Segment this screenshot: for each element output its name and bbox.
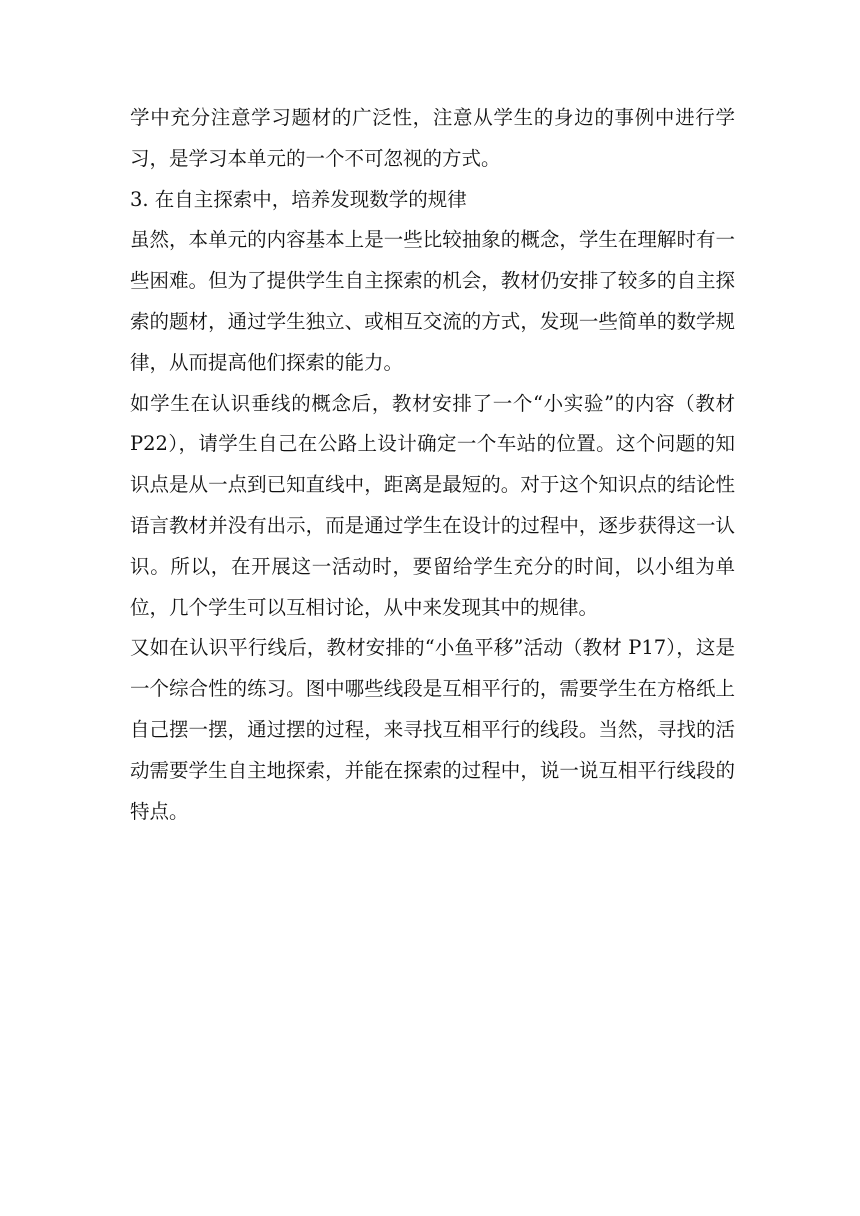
paragraph-example-perpendicular: 如学生在认识垂线的概念后，教材安排了一个“小实验”的内容（教材 P22），请学生自己在公路上设计确定一个车站的位置。这个问题的知识点是从一点到已知直线中，距离是最短的。对于这个知识点的结论性语言教材并没有出示，而是通过学生在设计的过程中，逐步获得这一认识。所以，在开展这一活动时，要留给学生充分的时间，以小组为单位，几个学生可以互相讨论，从中来发现其中的规律。 <box>130 391 742 619</box>
paragraph-continuation: 学中充分注意学习题材的广泛性，注意从学生的身边的事例中进行学习，是学习本单元的一个不可忽视的方式。 <box>130 106 735 170</box>
paragraph-intro: 虽然，本单元的内容基本上是一些比较抽象的概念，学生在理解时有一些困难。但为了提供学生自主探索的机会，教材仍安排了较多的自主探索的题材，通过学生独立、或相互交流的方式，发现一些简单的数学规律，从而提高他们探索的能力。 <box>130 228 735 374</box>
section-heading: 3. 在自主探索中，培养发现数学的规律 <box>130 187 467 211</box>
paragraph-example-parallel: 又如在认识平行线后，教材安排的“小鱼平移”活动（教材 P17），这是一个综合性的练习。图中哪些线段是互相平行的，需要学生在方格纸上自己摆一摆，通过摆的过程，来寻找互相平行的线段。当然，寻找的活动需要学生自主地探索，并能在探索的过程中，说一说互相平行线段的特点。 <box>130 636 735 823</box>
document-body <box>130 98 742 832</box>
